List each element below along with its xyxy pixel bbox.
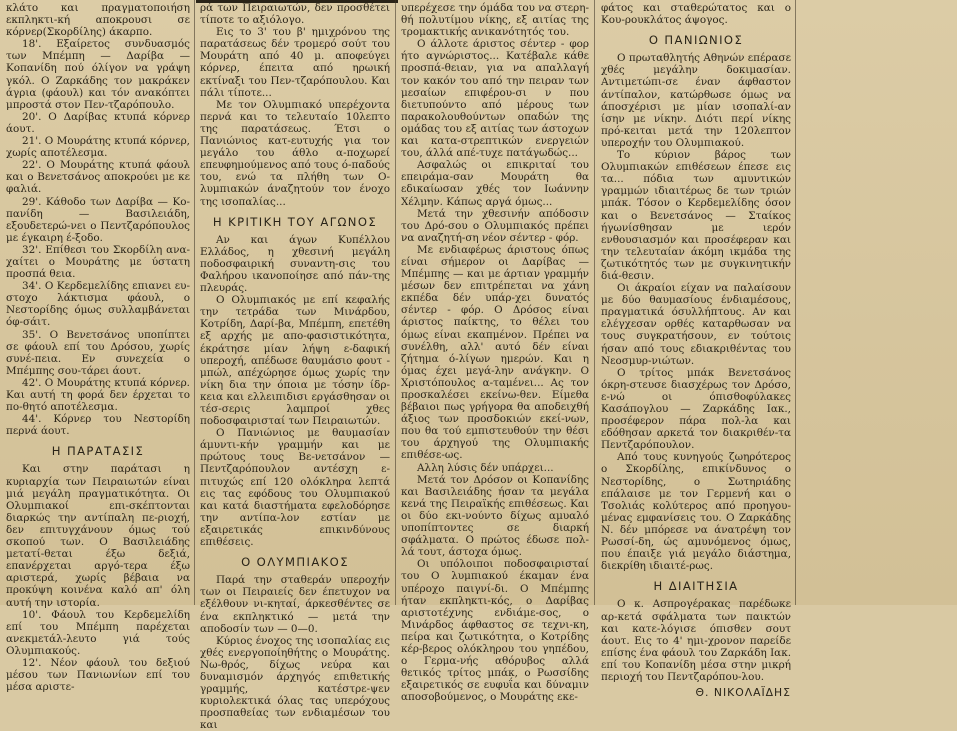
paragraph: υπερέχεσε την όμάδα του να στερη-θή πολυτίμου νίκης, εξ αιτίας της τρομακτικής ανικανότητός του. [401,2,590,39]
column-1 [6,0,190,694]
paragraph: Το κύριον βάρος των Ολυμπιακών επιθέσεων έπεσε εις τα... πόδια των αμυντικών γραμμών ιδιαιτέρως δε των τριών μπάκ. Τόσον ο Κερδεμελίδης όσον και ο Βενετσάνος — Σταίκος ήγωνίσθησαν με ιερόν ενθουσιασμόν και προσέφεραν και την τελευταίαν άκόμη ικμάδα της ζωτικότητός των με συγκινητικήν διά-θεσιν. [601,149,791,282]
paragraph: 42'. Ο Μουράτης κτυπά κόρνερ. Και αυτή τη φορά δεν έρχεται το πο-θητό αποτέλεσμα. [6,376,190,414]
paragraph: φάτος και σταθερώτατος και ο Κου-ρουκλάτος άψογος. [601,2,791,27]
paragraph: Από τους κυνηγούς ζωηρότερος ο Σκορδίλης, επικίνδυνος ο Νεστορίδης, ο Σωτηριάδης επάλαισε με τον Γερμενή και ο Τσολιάς κολύτερος από προηγου-μένας εμφανίσεις του. Ο Ζαρκάδης Ν. δέν μπόρεσε να άνατρέψη τον Ρωσσί-δη, ώς αμυνόμενος όμως, που έπαιξε γιά μεγάλο διάστημα, διεκρίθη ιδιαιτέ-ρως. [601,451,791,573]
paragraph: 21'. Ο Μουράτης κτυπά κόρνερ, χωρίς αποτέλεσμα. [6,135,190,160]
paragraph: 29'. Κάθοδο των Δαρίβα — Κο-πανίδη — Βασιλειάδη, εξουδετερώ-νει ο Πεντζαρόπουλος με έγκαιρη έ-ξοδο. [6,195,190,244]
column-rule [194,0,195,605]
byline: Θ. ΝΙΚΟΛΑΪΔΗΣ [695,686,791,700]
paragraph: Ο κ. Ασπρογέρακας παρέδωκε αρ-κετά σφάλματα των παικτών και κατε-λόγισε όπισθεν σουτ άουτ. Εις το 4' ημι-χρονον παρείδε επίσης ένα φάουλ του Ζαρκάδη Ιακ. επί του Κοπανίδη μέσα στην μικρή περιοχή του Πεντζαρόπου-λου. [601,598,791,683]
section-heading: Η ΔΙΑΙΤΗΣΙΑ [653,579,739,594]
paragraph: Ο Πανιώνιος με θαυμασίαν άμυντι-κήν γραμμήν και με πρώτους τους Βε-νετσάνον — Πεντζαρόπουλον αντέσχη ε-πιτυχώς επί 120 ολόκληρα λεπτά εις τας εφόδους του Ολυμπιακού και κατά διαστήματα εφελοδόρησε την αντίπα-λον εστίαν με εξαιρετικάς επικινδύνους επιθέσεις. [200,427,390,549]
section-heading: Ο ΟΛΥΜΠΙΑΚΟΣ [241,555,349,570]
paragraph: 12'. Νέον φάουλ του δεξιού μέσου των Πανιωνίων επί του μέσα αριστε- [6,656,190,694]
section-heading: Η ΚΡΙΤΙΚΗ ΤΟΥ ΑΓΩΝΟΣ [212,214,378,229]
section-heading: Ο ΠΑΝΙΩΝΙΟΣ [648,33,744,48]
paragraph: Και στην παράτασι η κυριαρχία των Πειραιωτών είναι μιά μεγάλη πραγματικότητα. Οι Ολυμπιακοί επι-σκέπτονται διαρκώς την αντίπαλη πε-ριοχή, δεν επιτυγχάνουν όμως τού σκοπού των. Ο Βασιλειάδης μετατί-θεται έξω δεξιά, επανέρχεται αργό-τερα έξω αριστερά, χωρίς βέβαια να προκύψη κοινένα καλό απ' όλη αυτή την ιστορία. [6,463,190,609]
paragraph: ρά των Πειραιωτών, δεν προσθέτει τίποτε το αξιόλογο. [200,2,390,27]
column-rule [594,0,595,605]
paragraph: Αλλη λύσις δέν υπάρχει... [417,461,554,474]
paragraph: Αν και άγων Κυπέλλου Ελλάδος, η χθεσινή μεγάλη ποδοσφαιρική συναντη-σις του Φαλήρου ικανοποίησε από πάν-της πλευράς. [200,233,390,295]
paragraph: Με τον Ολυμπιακό υπερέχοντα περνά και το τελευταίο 10λεπτο της παρατάσεως. Έτσι ο Πανιώνιος κατ-ευτυχής για τον μεγάλο του άθλο α-ποχωρεί επευφημούμενος από τους ό-παδούς του, ενώ τα πλήθη των Ο-λυμπιακών άναζητούν τον ένοχο της ισοπαλίας... [200,98,390,208]
paragraph: Ο Ολυμπιακός με επί κεφαλής την τετράδα των Μινάρδου, Κοτρίδη, Δαρί-βα, Μπέμπη, επετέθη εξ αρχής με απο-φασιστικότητα, έκράτησε μίαν λήψη ε-δαφική υπεροχή, απέδωσε θαυμάσιο φουτ - μπώλ, απέχώρησε όμως χωρίς την νίκη δια την όποια με τόσην ίδρ-κεια και ελλειπιδισι εργάσθησαν οι τέσ-σερις λαμπροί χθες ποδοσφαιρισταί των Πειραιωτών. [200,294,390,428]
page-edge-rule [795,0,796,605]
paragraph: Με ενδιαφέρως άριστους όπως είναι σήμερον οι Δαρίβας — Μπέμπης — και με άρτιαν γραμμήν μέσων δεν επιτρέπεται να χάνη εκπέδα δέν υπάρ-χει δυνατός σέντερ - φόρ. Ο Δρόσος είναι άριστος παίκτης, το θέλει του όμως είναι εκαπμένον. Πρέπει να συνέλθη, αλλ' αυτό δέν είναι ζήτημα ό-λίγων ημερών. Και η όμας έχει μεγά-λην ανάγκην. Ο Χριστόπουλος α-ταμένει... Ας τον προσκαλέσει εκείνω-θεν. Είμεθα βέβαιοι πως γρήγορα θα αποδειχθή άξιος των προσδοκιών εκεί-νων, που θα τού εμπιστευθούν την θέσι του άρχηγού της Ολυμπιακής επιθέσε-ως. [401,243,589,462]
column-rule [395,0,396,605]
paragraph: 34'. Ο Κερδεμελίδης επιανει ευ-στοχο λάκτισμα φάουλ, ο Νεστορίδης όμως συλλαμβάνεται όφ-σάιτ. [6,280,190,329]
column-4 [601,0,791,700]
paragraph: Μετά την χθεσινήν απόδοσιν του Δρό-σου ο Ολυμπιακός πρέπει να αναζητή-ση νέον σέντερ - φόρ. [401,207,589,244]
paragraph: κλάτο και πραγματοποιήση εκπληκτι-κή αποκρουσι σε κόρνερ(Σκορδίλης) άκαρπο. [6,2,190,39]
paragraph: 32'. Επίθεσι του Σκορδίλη ανα-χαίτει ο Μουράτης με ύστατη προσπά θεια. [6,243,190,281]
paragraph: Οι υπόλοιποι ποδοσφαιρισταί του Ο λυμπιακού έκαμαν ένα υπέροχο παιγνί-δι. Ο Μπέμπης ήταν εκπληκτι-κός, ο Δαρίβας αριστοτέχνης ενδιάμε-σος, ο Μινάρδος άφθαστος σε τεχνι-κη, πείρα και ζωτικότητα, ο Κοτρίδης κέρ-βερος ολόκληρου του γηπέδου, ο Γερμα-νής αθόρυβος αλλά θετικός τρίτος μπάκ, ο Ρωσσίδης εξαιρετικός σε ευφυΐα και δύναμιν αποσοβούμενος, ο Μουράτης εκε- [401,558,589,704]
paragraph: Μετά τον Δρόσον οι Κοπανίδης και Βασιλειάδης ήσαν τα μεγάλα κενά της Πειραϊκής επιθέσεως. Και οι δύο εκι-νούντο δίχως αμυαλό υποπίπτοντες σε διαρκή σφάλματα. Ο πρώτος έδωσε πολ-λά τουτ, άστοχα όμως. [401,473,589,559]
paragraph: 44'. Κόρνερ του Νεστορίδη περνά άουτ. [6,413,190,438]
paragraph: 20'. Ο Δαρίβας κτυπά κόρνερ άουτ. [6,110,190,135]
column-3 [401,0,590,704]
paragraph: Οι άκραίοι είχαν να παλαίσουν με δύο θαυμασίους ένδιαμέσους, πραγματικά όσυλλήπτους. Αν και ελέγχεσαν ορθές καταρθωσαν να τους συγκρατήσουν, εν τούτοις ήσαν από τους εδιακριθέντας του Νεοσμυρ-νιώτων. [601,282,791,367]
paragraph: 35'. Ο Βενετσάνος υποπίπτει σε φάουλ επί του Δρόσου, χωρίς συνέ-πεια. Εν συνεχεία ο Μπέμπης σου-τάρει άουτ. [6,328,190,377]
paragraph: Ο άλλοτε άριστος σέντερ - φορ ήτο αγνώριστος... Κατέβαλε κάθε προσπά-θειαν, για να απαλλαγή τον κακόν του από την πειραν των μεσαίων επιφέρου-σι ν που διετυπούντο από μέρους των παρακολουθούντων οπαδών της ομάδας του εξ αιτίας των άστοχων και κατα-στρεπτικών ενεργειών του, άλλά απέ-τυχε πατάγωδώς... [401,38,589,160]
section-heading: Η ΠΑΡΑΤΑΣΙΣ [51,444,145,459]
column-2 [200,0,390,731]
paragraph: Παρά την σταθεράν υπεροχήν των οι Πειραιείς δεν έπετυχον να εξέλθουν νι-κηταί, άρκεσθέντες σε ένα εκπληκτικό — μετά την αποδοσίν των — 0—0. [200,574,390,635]
paragraph: Ασφαλώς οι επικριταί του επειράμα-σαν Μουράτη θα εδικαίωσαν χθές τον Ιωάννην Χέλμην. Κάπως αργά όμως... [401,159,589,208]
paragraph: 10'. Φάουλ του Κερδεμελίδη επί του Μπέμπη παρέχεται ανεκμετάλ-λευτο γιά τούς Ολυμπιακούς. [6,608,190,657]
paragraph: 22'. Ο Μουράτης κτυπά φάουλ και ο Βενετσάνος αποκρούει με κε φαλιά. [6,159,190,196]
paragraph: Ο τρίτος μπάκ Βενετσάνος όκρη-στευσε διασχέρως τον Δρόσο, ε-νώ οι όπισθοφύλακες Κασάπογλου — Ζαρκάδης Ιακ., προσέφερον πάρα πολ-λα και εδόθησαν αρκετά τον διακριθέν-τα Πεντζαρόπουλον. [601,366,791,452]
paragraph: Κύριος ένοχος της ισοπαλίας εις χθές ενεργοποίηθήτης ο Μουράτης. Νω-θρός, δίχως νεύρα και δυναμισμόν άρχηγός επιθετικής γραμμής, κατέστρε-ψεν κυριολεκτικά όλας τας υπερόχους προσπαθείας των ενδιαμέσων του και [200,634,390,731]
paragraph: Ο πρωταθλητής Αθηνών επέρασε χθές μεγάλην δοκιμασίαν. Αντιμετώπι-σε έναν άφθαστον άντίπαλον, κατώρθωσε όμως να άποσχέρισι με μίαν ισοπαλί-αν ίσην με νίκην. Διότι περί νίκης πρό-κειται μετά την 120λεπτον υπεροχήν του Ολυμπιακού. [601,52,791,149]
paragraph: Εις το 3' του β' ημιχρόνου της παρατάσεως δέν τρομερό σούτ του Μουράτη από 40 μ. αποφεύγει κόρνερ, έπειτα από ηρωική εκτίναξι του Πεν-τζαρόπουλου. Και πάλι τίποτε... [200,26,390,99]
paragraph: 18'. Εξαίρετος συνδυασμός των Μπέμπη — Δαρίβα — Κοπανίδη πού όλίγον να γράψη γκόλ. Ο Ζαρκάδης τον μακράκεν άγρια (φάουλ) και τόν ανακόπτει μπροστά στον Πεν-τζαρόπουλο. [6,38,190,111]
